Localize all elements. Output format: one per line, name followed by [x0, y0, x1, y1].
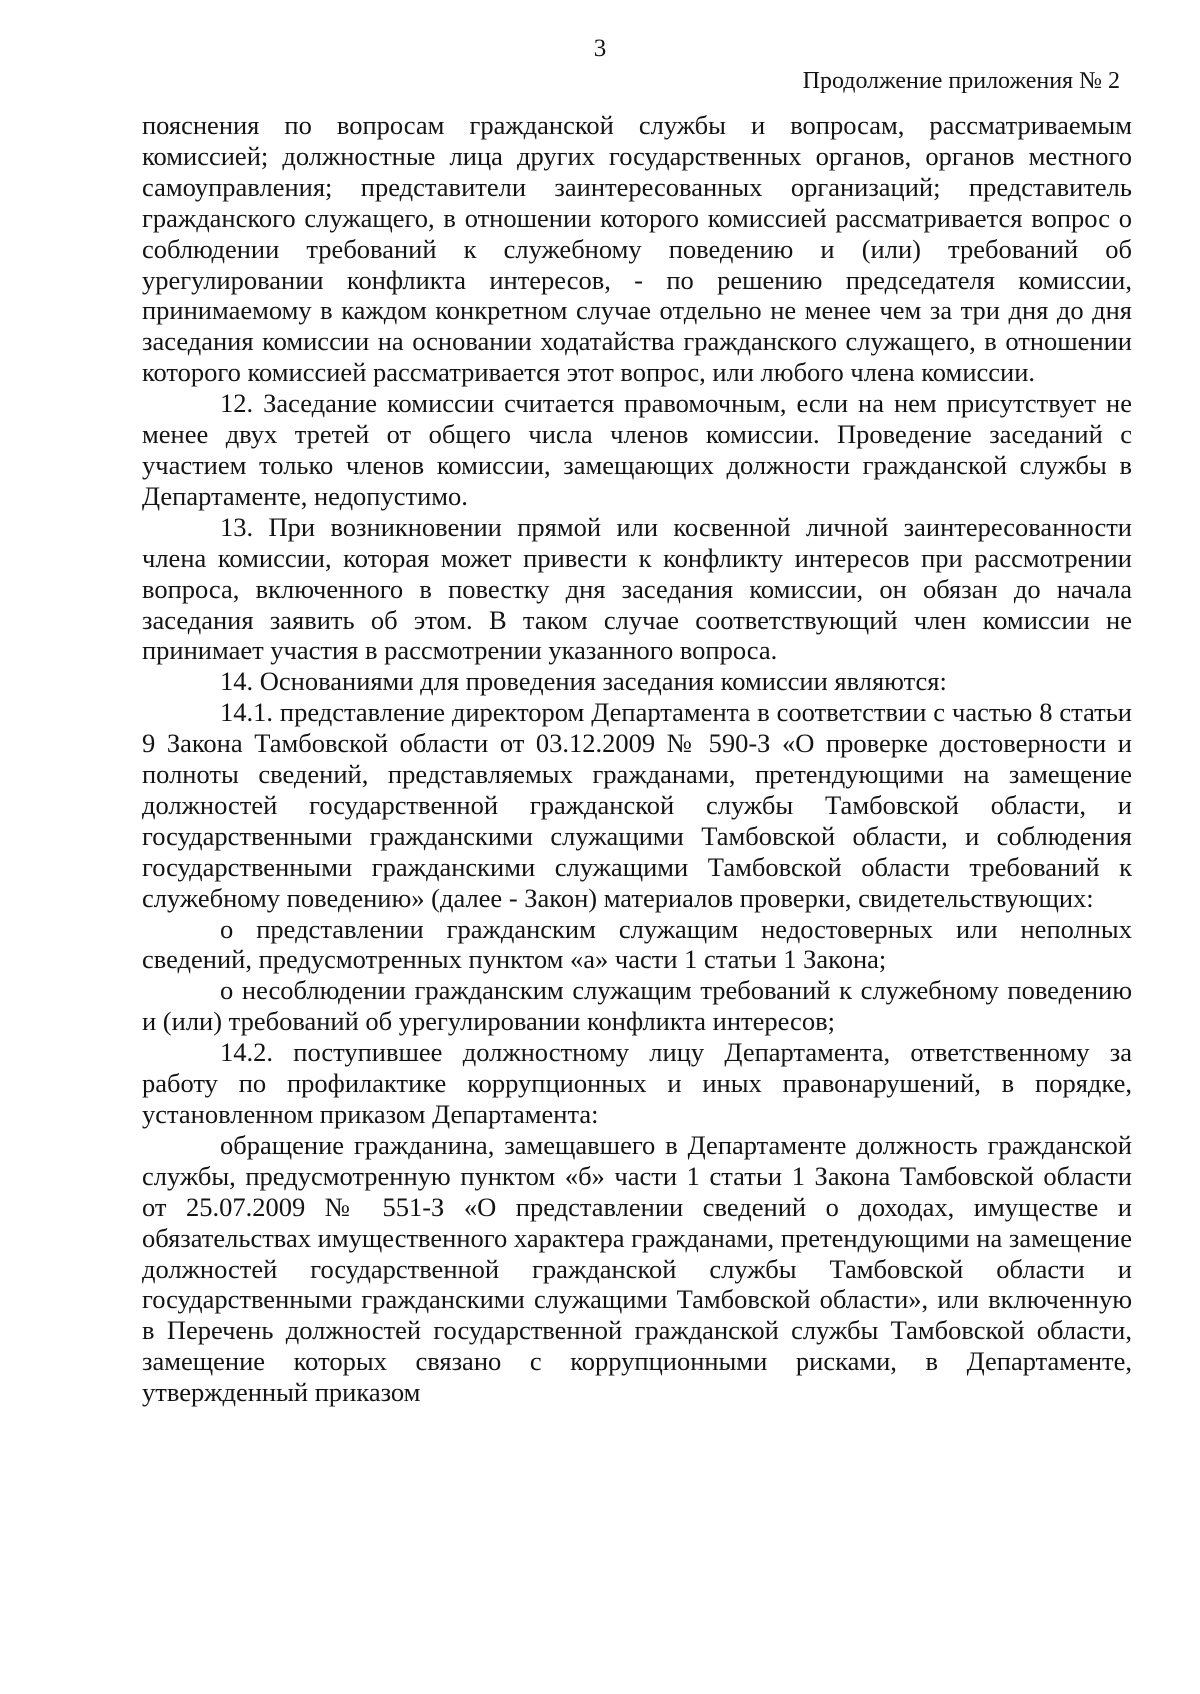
- appendix-continuation-note: Продолжение приложения № 2: [802, 68, 1120, 94]
- paragraph-continuation: пояснения по вопросам гражданской службы и вопросам, рассматриваемым комиссией; должностные лица других государственных органов, органов местного самоуправления; представители заинтересованных организаций; представитель гражданского служащего, в отношении которого комиссией рассматривается вопрос о соблюдении требований к служебному поведению и (или) требований об урегулировании конфликта интересов, - по решению председателя комиссии, принимаемому в каждом конкретном случае отдельно не менее чем за три дня до дня заседания комиссии на основании ходатайства гражданского служащего, в отношении которого комиссией рассматривается этот вопрос, или любого члена комиссии.: [142, 110, 1132, 388]
- document-body: [142, 110, 1132, 1408]
- paragraph-13: 13. При возникновении прямой или косвенной личной заинтересованности члена комиссии, которая может привести к конфликту интересов при рассмотрении вопроса, включенного в повестку дня заседания комиссии, он обязан до начала заседания заявить об этом. В таком случае соответствующий член комиссии не принимает участия в рассмотрении указанного вопроса.: [142, 511, 1132, 666]
- paragraph-14-1: 14.1. представление директором Департамента в соответствии с частью 8 статьи 9 Закона Тамбовской области от 03.12.2009 № 590-З «О проверке достоверности и полноты сведений, представляемых гражданами, претендующими на замещение должностей государственной гражданской службы Тамбовской области, и государственными гражданскими служащими Тамбовской области, и соблюдения государственными гражданскими служащими Тамбовской области требований к служебному поведению» (далее - Закон) материалов проверки, свидетельствующих:: [142, 697, 1132, 913]
- paragraph-14: 14. Основаниями для проведения заседания комиссии являются:: [220, 666, 947, 697]
- paragraph-14-2: 14.2. поступившее должностному лицу Департамента, ответственному за работу по профилактике коррупционных и иных правонарушений, в порядке, установленном приказом Департамента:: [142, 1037, 1132, 1129]
- paragraph-14-1-item-b: о несоблюдении гражданским служащим требований к служебному поведению и (или) требований об урегулировании конфликта интересов;: [142, 975, 1132, 1037]
- paragraph-12: 12. Заседание комиссии считается правомочным, если на нем присутствует не менее двух третей от общего числа членов комиссии. Проведение заседаний с участием только членов комиссии, замещающих должности гражданской службы в Департаменте, недопустимо.: [142, 388, 1132, 511]
- page-number: 3: [593, 35, 607, 62]
- paragraph-14-1-item-a: о представлении гражданским служащим недостоверных или неполных сведений, предусмотренных пунктом «а» части 1 статьи 1 Закона;: [142, 913, 1132, 975]
- paragraph-14-2-item: обращение гражданина, замещавшего в Департаменте должность гражданской службы, предусмотренную пунктом «б» части 1 статьи 1 Закона Тамбовской области от 25.07.2009 № 551-З «О представлении сведений о доходах, имуществе и обязательствах имущественного характера гражданами, претендующими на замещение должностей государственной гражданской службы Тамбовской области и государственными гражданскими служащими Тамбовской области», или включенную в Перечень должностей государственной гражданской службы Тамбовской области, замещение которых связано с коррупционными рисками, в Департаменте, утвержденный приказом: [142, 1129, 1132, 1408]
